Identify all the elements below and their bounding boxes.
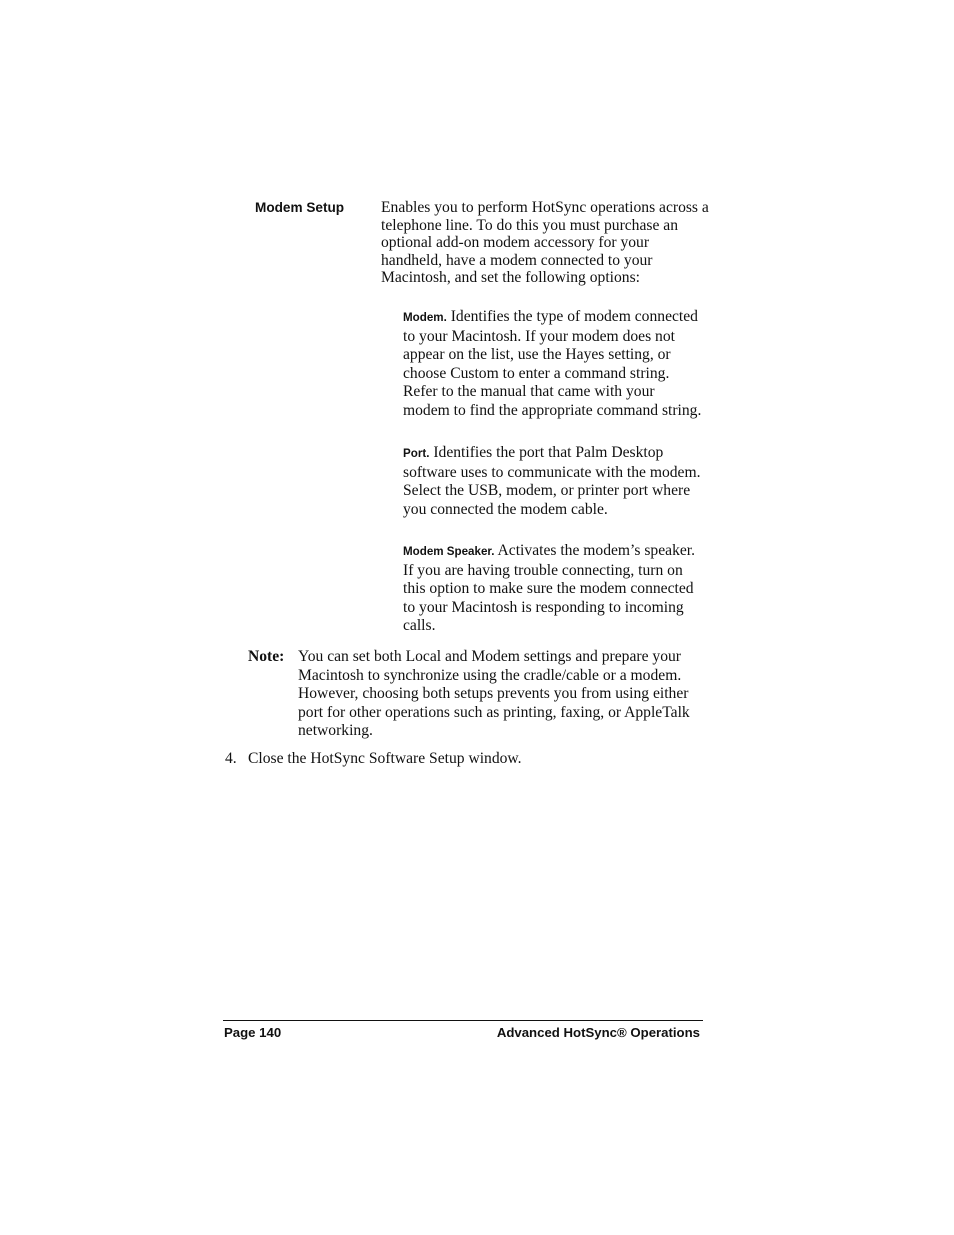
option-label: Port. — [403, 447, 430, 460]
option-text: Identifies the type of modem connected to your Macintosh. If your modem does not appear on the list, use the Hayes setting, or choose Custom to enter a command string. Refer to the manual that came with your modem to find the appropriate command string. — [403, 308, 702, 419]
step-number: 4. — [225, 750, 237, 767]
option-label: Modem. — [403, 311, 447, 324]
option-port — [403, 444, 703, 519]
option-modem — [403, 308, 703, 421]
option-label: Modem Speaker. — [403, 545, 495, 558]
footer-divider — [223, 1020, 703, 1021]
note-text: You can set both Local and Modem settings and prepare your Macintosh to synchronize using the cradle/cable or a modem. However, choosing both setups prevents you from using either port for other operations such as printing, faxing, or AppleTalk networking. — [298, 648, 690, 740]
option-text: Identifies the port that Palm Desktop software uses to communicate with the modem. Select the USB, modem, or printer port where you connected the modem cable. — [403, 444, 701, 518]
option-text: Activates the modem’s speaker. If you are having trouble connecting, turn on this option to make sure the modem connected to your Macintosh is responding to incoming calls. — [403, 542, 696, 635]
page-number: Page 140 — [224, 1025, 282, 1040]
term-description: Enables you to perform HotSync operations across a telephone line. To do this you must purchase an optional add-on modem accessory for your handheld, have a modem connected to your Macintosh, and set the following options: — [381, 199, 709, 287]
option-modem-speaker — [403, 542, 703, 636]
chapter-title: Advanced HotSync® Operations — [496, 1025, 700, 1040]
term-heading: Modem Setup — [255, 200, 345, 215]
step-text: Close the HotSync Software Setup window. — [248, 750, 522, 767]
note-label: Note: — [248, 648, 285, 665]
